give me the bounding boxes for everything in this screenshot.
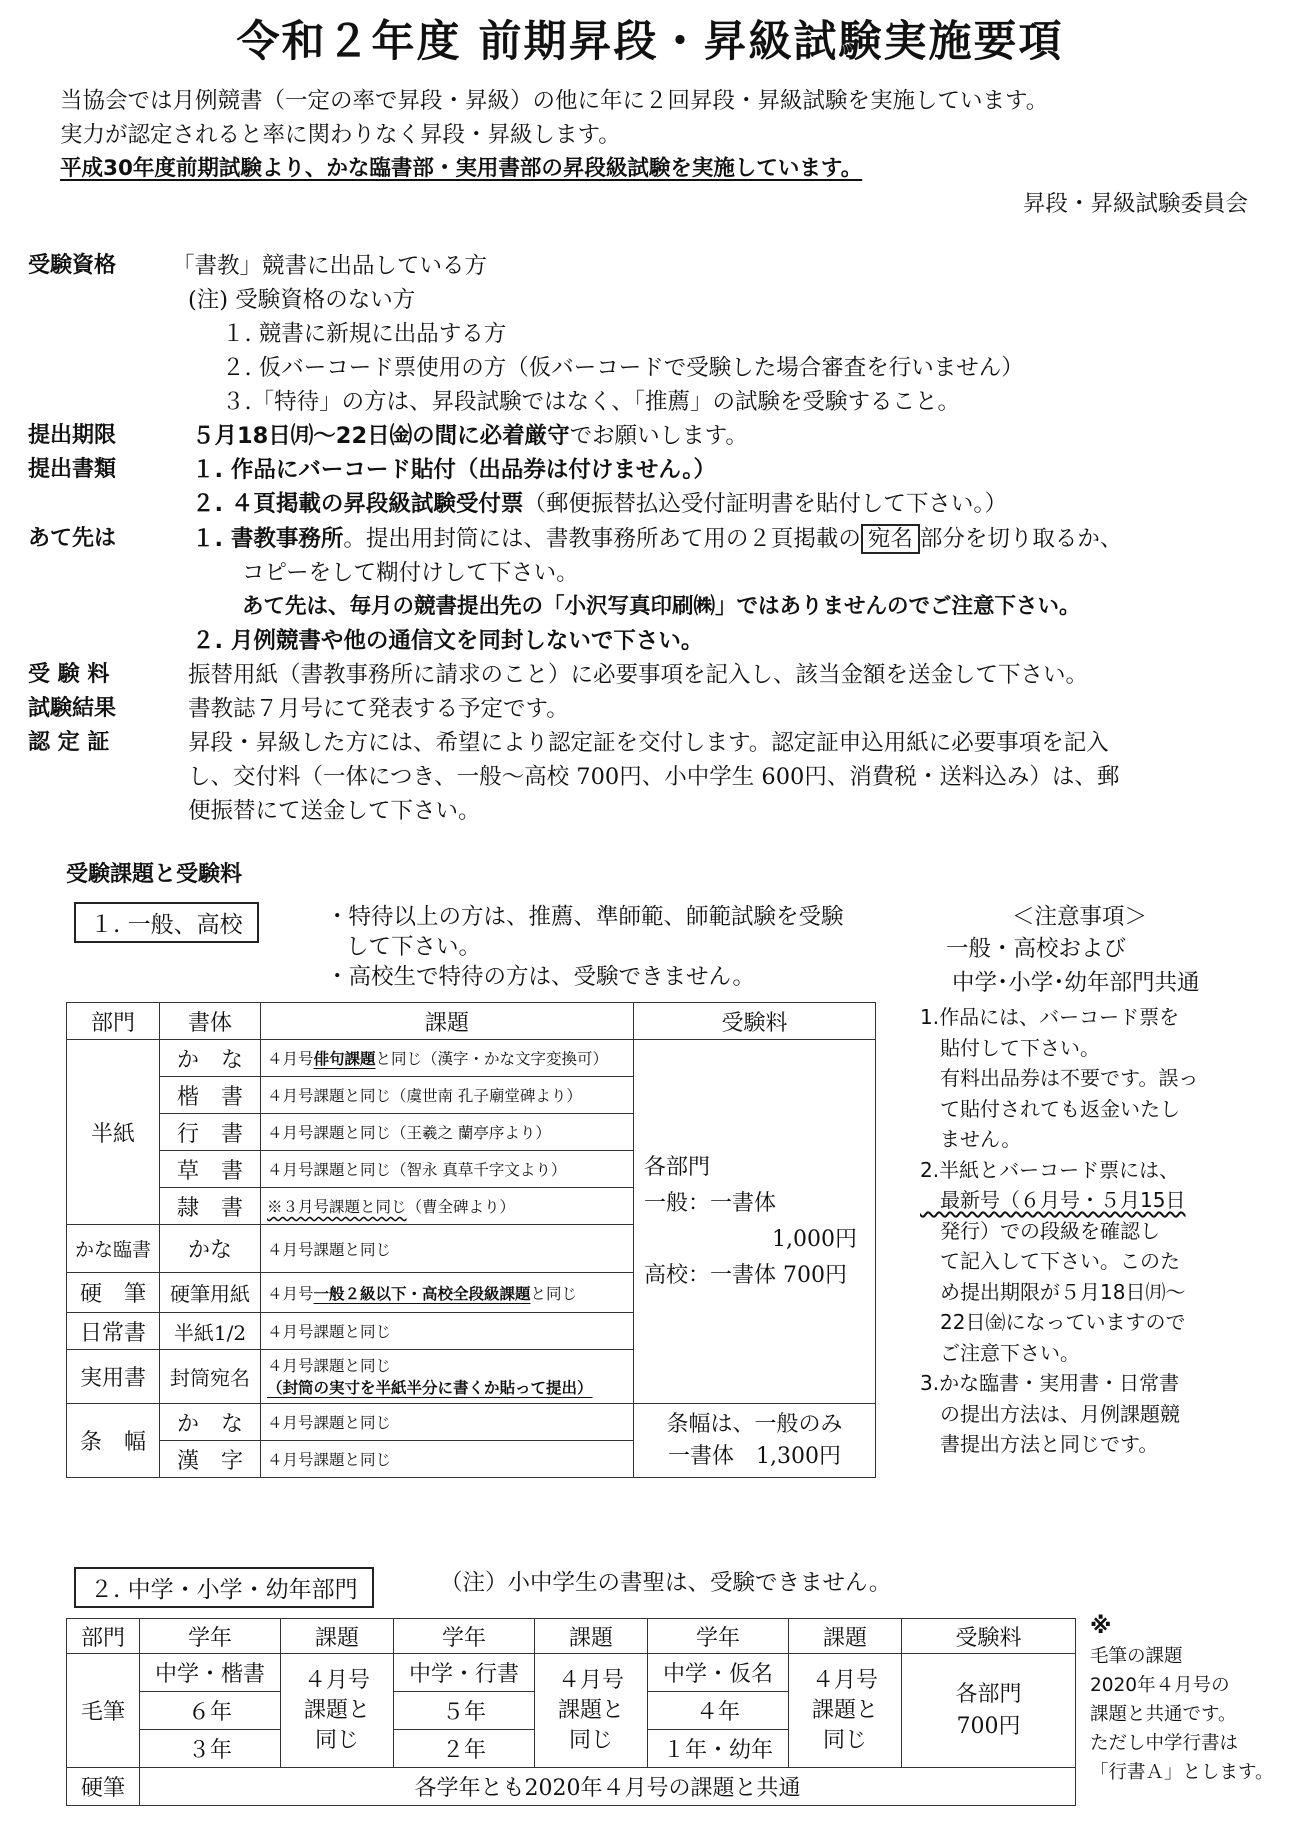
address-line-3: あて先は、毎月の競書提出先の「小沢写真印刷㈱」ではありませんのでご注意下さい。	[242, 594, 1081, 619]
dept-mohitsu: 毛筆	[67, 1654, 140, 1768]
dept-cell: かな臨書	[67, 1225, 160, 1273]
address-label: あて先は	[28, 526, 117, 551]
style-cell: 草 書	[160, 1151, 261, 1188]
table-row	[67, 1404, 876, 1441]
side-note-mark: ※	[1090, 1614, 1112, 1639]
dept-kohitsu: 硬筆	[67, 1768, 140, 1806]
qualification-item-2: ２. 仮バーコード票使用の方（仮バーコードで受験した場合審査を行いません）	[222, 355, 1024, 381]
col-header: 学年	[394, 1619, 535, 1654]
address-item-1	[192, 522, 1122, 556]
address-rest: 。提出用封筒には、書教事務所あて用の２頁掲載の	[343, 526, 861, 552]
deadline-bold: ５月18日㈪～22日㈮の間に必着厳守	[192, 423, 570, 449]
cert-line-2: し、交付料（一体につき、一般～高校 700円、小中学生 600円、消費税・送料込み）は、郵	[188, 764, 1120, 790]
cert-label: 認 定 証	[28, 730, 110, 755]
table-row	[67, 1040, 876, 1077]
address-tail: 部分を切り取るか、	[919, 526, 1123, 552]
topic-cell: ４月号俳句課題と同じ（漢字・かな文字変換可）	[261, 1040, 634, 1077]
topic-cell: ４月号 課題と 同じ	[789, 1654, 902, 1768]
dept-jofuku: 条 幅	[67, 1404, 160, 1478]
grade-cell: １年・幼年	[648, 1730, 789, 1768]
docs-item-1: １. 作品にバーコード貼付（出品券は付けません。）	[192, 457, 716, 483]
intro-line-3: 平成30年度前期試験より、かな臨書部・実用書部の昇段級試験を実施しています。	[60, 156, 863, 181]
topic-cell: ４月号一般２級以下・高校全段級課題と同じ	[261, 1273, 634, 1313]
table-general	[66, 1002, 876, 1478]
address-line-2: コピーをして糊付けして下さい。	[242, 560, 579, 586]
style-cell: かな	[160, 1225, 261, 1273]
topic-cell: ４月号課題と同じ	[261, 1404, 634, 1441]
topic-cell: ４月号課題と同じ （封筒の実寸を半紙半分に書くか貼って提出）	[261, 1350, 634, 1404]
style-cell: 隷 書	[160, 1188, 261, 1225]
topic-cell: ４月号 課題と 同じ	[535, 1654, 648, 1768]
page-title: 令和２年度 前期昇段・昇級試験実施要項	[236, 17, 1064, 67]
docs-label: 提出書類	[28, 457, 117, 482]
qualification-item-1: １. 競書に新規に出品する方	[222, 321, 507, 347]
topic-cell: ※３月号課題と同じ（曹全碑より）	[261, 1188, 634, 1225]
table-row	[67, 1654, 1076, 1692]
style-cell: 楷 書	[160, 1077, 261, 1114]
section1-bullet-2: ・高校生で特待の方は、受験できません。	[326, 964, 755, 990]
dept-cell: 日常書	[67, 1313, 160, 1350]
fee-jofuku: 条幅は、一般のみ 一書体 1,300円	[634, 1404, 876, 1478]
col-header: 受験料	[634, 1003, 876, 1040]
fee-cell: 各部門 一般：一書体 1,000円 高校：一書体 700円	[634, 1040, 876, 1404]
fee-cell: 各部門 700円	[902, 1654, 1076, 1768]
grade-cell: ６年	[140, 1692, 281, 1730]
col-header: 部門	[67, 1619, 140, 1654]
kohitsu-text: 各学年とも2020年４月号の課題と共通	[140, 1768, 1076, 1806]
table-row	[67, 1768, 1076, 1806]
qualification-note: (注) 受験資格のない方	[188, 287, 416, 313]
col-header: 課題	[535, 1619, 648, 1654]
col-header: 書体	[160, 1003, 261, 1040]
notes-sub-1: 一般・高校および	[946, 936, 1127, 962]
topic-cell: ４月号課題と同じ	[261, 1225, 634, 1273]
topic-cell: ４月号課題と同じ	[261, 1441, 634, 1478]
cert-line-3: 便振替にて送金して下さい。	[188, 798, 481, 824]
style-cell: 硬筆用紙	[160, 1273, 261, 1313]
topic-cell: ４月号課題と同じ（王羲之 蘭亭序より）	[261, 1114, 634, 1151]
intro-line-2: 実力が認定されると率に関わりなく昇段・昇級します。	[60, 122, 621, 148]
topic-cell: ４月号課題と同じ（智永 真草千字文より）	[261, 1151, 634, 1188]
fee-label: 受 験 料	[28, 662, 110, 687]
qualification-label: 受験資格	[28, 253, 117, 278]
section1-bullet-1b: して下さい。	[346, 934, 482, 960]
style-cell: 封筒宛名	[160, 1350, 261, 1404]
col-header: 課題	[261, 1003, 634, 1040]
qualification-item-3: ３.「特待」の方は、昇段試験ではなく、「推薦」の試験を受験すること。	[222, 389, 960, 415]
result-label: 試験結果	[28, 696, 117, 721]
address-bold: １. 書教事務所	[192, 526, 344, 552]
topic-cell: ４月号課題と同じ（虞世南 孔子廟堂碑より）	[261, 1077, 634, 1114]
table-junior	[66, 1618, 1076, 1806]
address-item-2: ２. 月例競書や他の通信文を同封しないで下さい。	[192, 628, 704, 654]
dept-cell: 実用書	[67, 1350, 160, 1404]
dept-cell: 硬 筆	[67, 1273, 160, 1313]
dept-hanshi: 半紙	[67, 1040, 160, 1225]
grade-cell: 中学・仮名	[648, 1654, 789, 1692]
style-cell: か な	[160, 1404, 261, 1441]
subjects-heading: 受験課題と受験料	[66, 862, 243, 887]
section1-label: １. 一般、高校	[74, 902, 259, 943]
grade-cell: ５年	[394, 1692, 535, 1730]
result-text: 書教誌７月号にて発表する予定です。	[188, 696, 569, 722]
side-note: 毛筆の課題 2020年４月号の 課題と共通です。 ただし中学行書は 「行書Ａ」とします。	[1090, 1646, 1274, 1783]
grade-cell: ３年	[140, 1730, 281, 1768]
section2-note: （注）小中学生の書聖は、受験できません。	[440, 1570, 892, 1596]
docs-item-2-bold: ２. ４頁掲載の昇段級試験受付票	[192, 491, 524, 517]
deadline-label: 提出期限	[28, 423, 117, 448]
col-header: 課題	[281, 1619, 394, 1654]
topic-cell: ４月号課題と同じ	[261, 1313, 634, 1350]
atena-box: 宛名	[861, 524, 920, 554]
col-header: 受験料	[902, 1619, 1076, 1654]
grade-cell: 中学・行書	[394, 1654, 535, 1692]
style-cell: 半紙1/2	[160, 1313, 261, 1350]
deadline-rest: でお願いします。	[569, 423, 748, 449]
section1-bullet-1a: ・特待以上の方は、推薦、準師範、師範試験を受験	[326, 904, 844, 930]
grade-cell: ２年	[394, 1730, 535, 1768]
notes-sub-2: 中学･小学･幼年部門共通	[952, 970, 1200, 996]
col-header: 部門	[67, 1003, 160, 1040]
col-header: 課題	[789, 1619, 902, 1654]
grade-cell: 中学・楷書	[140, 1654, 281, 1692]
notes-title: ＜注意事項＞	[1012, 904, 1148, 930]
col-header: 学年	[140, 1619, 281, 1654]
deadline-text	[192, 419, 748, 453]
topic-cell: ４月号 課題と 同じ	[281, 1654, 394, 1768]
docs-item-2-rest: （郵便振替払込受付証明書を貼付して下さい。）	[523, 491, 1008, 517]
style-cell: 行 書	[160, 1114, 261, 1151]
fee-text: 振替用紙（書教事務所に請求のこと）に必要事項を記入し、該当金額を送金して下さい。	[188, 662, 1089, 688]
signature: 昇段・昇級試験委員会	[1022, 191, 1248, 217]
style-cell: 漢 字	[160, 1441, 261, 1478]
cert-line-1: 昇段・昇級した方には、希望により認定証を交付します。認定証申込用紙に必要事項を記入	[188, 730, 1109, 756]
grade-cell: ４年	[648, 1692, 789, 1730]
notes-list: 1.作品には、バーコード票を 貼付して下さい。 有料出品券は不要です。誤っ て貼付されても返金いたし ません。 2.半紙とバーコード票には、 最新号（６月号・５月15日 発行）での段級を確認し て記入して下さい。このた め提出期限が５月18日㈪～ 22日㈮になっていますので ご注意下さい。 3.かな臨書・実用書・日常書 の提出方法は、月例課題競 書提出方法と同じです。	[920, 1005, 1199, 1456]
style-cell: か な	[160, 1040, 261, 1077]
col-header: 学年	[648, 1619, 789, 1654]
intro-line-1: 当協会では月例競書（一定の率で昇段・昇級）の他に年に２回昇段・昇級試験を実施しています。	[60, 88, 1049, 114]
docs-item-2	[192, 487, 1007, 521]
qualification-text: 「書教」競書に出品している方	[172, 253, 488, 279]
section2-label: ２. 中学・小学・幼年部門	[74, 1567, 374, 1608]
